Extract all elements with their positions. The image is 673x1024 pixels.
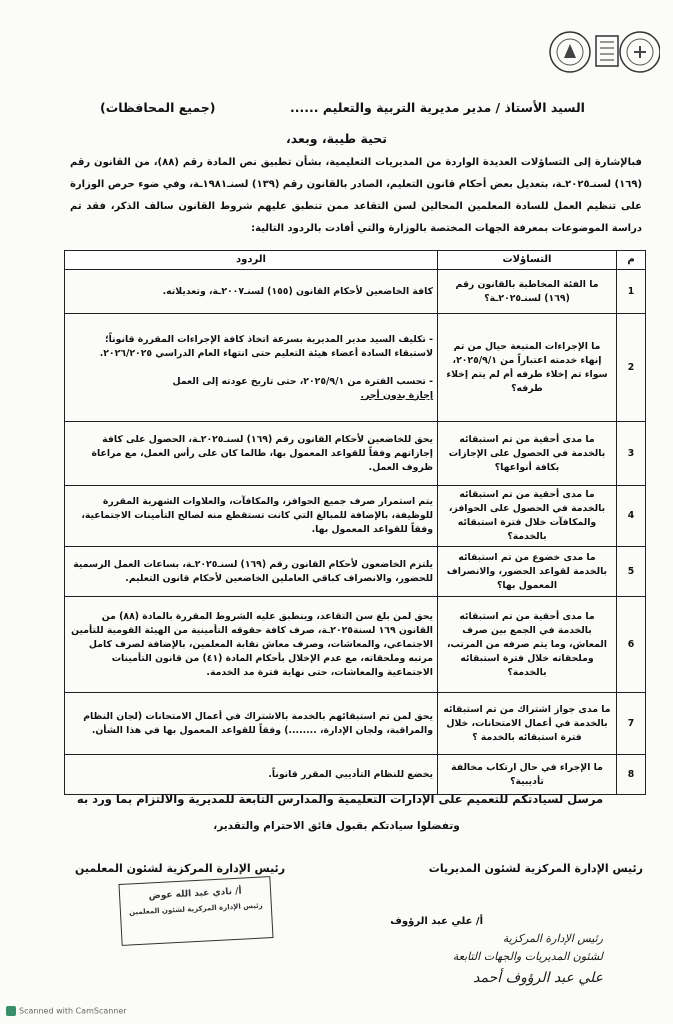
row-number: 2 (617, 314, 646, 422)
right-handwritten-name: علي عبد الرؤوف أحمد (473, 970, 603, 986)
row-answer-part: - تكليف السيد مدير المديرية بسرعة اتخاذ كافة الإجراءات المقررة قانوناً؛ لاستبقاء السادة أعضاء هيئة التعليم حتى انتهاء العام الدراسي ٢٠٢٦/٢٠٢٥. (99, 333, 433, 359)
row-answer: يحق للخاضعين لأحكام القانون رقم (١٦٩) لسنـ٢٠٢٥ـة، الحصول على كافة إجازاتهم وفقاً للقواعد المعمول بها، طالما كان على رأس العمل، مع مراعاة ظروف العمل. (65, 422, 438, 486)
row-answer: يخضع للنظام التأديبي المقرر قانوناً. (65, 755, 438, 795)
addressee-line: السيد الأستاذ / مدير مديرية التربية والتعليم ...... (290, 100, 585, 115)
row-answer: يتم استمرار صرف جميع الحوافز، والمكافآت، والعلاوات الشهرية المقررة للوظيفة، بالإضافة للمبالغ التي كانت تستقطع منه لصالح التأمينات الاجتماعية، وفقاً للقواعد المعمول بها. (65, 486, 438, 547)
intro-paragraph: فبالإشارة إلى التساؤلات العديدة الواردة من المديريات التعليمية، بشأن تطبيق نص المادة رقم (٨٨)، من القانون رقم (١٦٩) لسنـ٢٠٢٥ـة، بتعديل بعض أحكام قانون التعليم، الصادر بالقانون رقم (١٣٩) لسنـ١٩٨١ـة، وفي ضوء حرص الوزارة على تنظيم العمل للسادة المعلمين المحالين لسن التقاعد ممن تنطبق عليهم شروط القانون سالف الذكر، فقد تم دراسة الموضوعات بمعرفة الجهات المختصة بالوزارة والتي أفادت بالردود التالية: (70, 157, 643, 234)
row-question: ما مدى أحقية من تم استبقائه بالخدمة في الحصول على الإجازات بكافة أنواعها؟ (438, 422, 617, 486)
header-question: التساؤلات (438, 251, 617, 270)
row-number: 7 (617, 693, 646, 755)
table-row (65, 547, 646, 597)
table-row (65, 597, 646, 693)
row-answer: كافة الخاضعين لأحكام القانون (١٥٥) لسنـ٢٠٠٧ـة، وتعديلاته. (65, 270, 438, 314)
row-question: ما مدى أحقية من تم استبقائه بالخدمة في الجمع بين صرف المعاش، وما يتم صرفه من المرتب، وملحقاته خلال فترة استبقائه بالخدمة؟ (438, 597, 617, 693)
left-signatory-title: رئيس الإدارة المركزية لشئون المعلمين (75, 862, 286, 875)
row-question: ما الإجراء في حال ارتكاب مخالفة تأديبية؟ (438, 755, 617, 795)
row-question: ما الإجراءات المتبعة حيال من تم إنهاء خدمته اعتباراً من ٢٠٢٥/٩/١، سواء تم إخلاء طرفه أم لم يتم إخلاء طرفه؟ (438, 314, 617, 422)
row-answer: يحق لمن تم استبقائهم بالخدمة بالاشتراك في أعمال الامتحانات (لجان النظام والمراقبة، ولجان الإدارة، ........) وفقاً للقواعد المعمول بها في هذا الشأن. (65, 693, 438, 755)
row-answer (65, 314, 438, 422)
right-stamp-line: رئيس الإدارة المركزية (502, 932, 603, 945)
header-answer: الردود (65, 251, 438, 270)
row-question: ما مدى جواز اشتراك من تم استبقائه بالخدمة في أعمال الامتحانات، خلال فترة استبقائه بالخدمة ؟ (438, 693, 617, 755)
row-number: 3 (617, 422, 646, 486)
table-row (65, 755, 646, 795)
ministry-logo (548, 22, 660, 92)
table-row (65, 270, 646, 314)
row-question: ما مدى خضوع من تم استبقائه بالخدمة لقواعد الحضور، والانصراف المعمول بها؟ (438, 547, 617, 597)
greeting: تحية طيبة، وبعد، (286, 131, 387, 146)
table-row (65, 486, 646, 547)
distribution-note: مرسل لسيادتكم للتعميم على الإدارات التعليمية والمدارس التابعة للمديرية والالتزام بما ورد به (76, 792, 604, 806)
governorates-label: (جميع المحافظات) (100, 100, 216, 115)
row-answer: يحق لمن بلغ سن التقاعد، وينطبق عليه الشروط المقررة بالمادة (٨٨) من القانون ١٦٩ لسنة٢٠٢٥ـة، صرف كافة حقوقه التأمينية من الهيئة القومية للتأمين الاجتماعي، والمعاشات، وصرف معاش نقابة المعلمين، بالإضافة لصرف كامل مرتبه وملحقاته، مع عدم الإخلال بأحكام المادة (٤١) من قانون التأمينات الاجتماعية والمعاشات، حتى نهاية فترة مد الخدمة. (65, 597, 438, 693)
row-answer: يلتزم الخاضعون لأحكام القانون رقم (١٦٩) لسنـ٢٠٢٥ـة، بساعات العمل الرسمية للحضور، والانصراف كباقي العاملين الخاضعين لأحكام قانون التعليم. (65, 547, 438, 597)
table-header-row (65, 251, 646, 270)
table-row (65, 314, 646, 422)
right-signatory-name: أ/ علي عبد الرؤوف (390, 916, 483, 927)
questions-table (64, 250, 646, 795)
row-question: ما مدى أحقية من تم استبقائه بالخدمة في الحصول على الحوافز، والمكافآت خلال فترة استبقائه بالخدمة؟ (438, 486, 617, 547)
row-number: 4 (617, 486, 646, 547)
row-answer-part: - تحسب الفترة من ٢٠٢٥/٩/١، حتى تاريخ عودته إلى العمل (172, 375, 433, 387)
camscanner-icon (6, 1006, 16, 1016)
row-answer-part: إجازة بدون أجر. (360, 389, 433, 401)
right-stamp-line: لشئون المديريات والجهات التابعة (452, 950, 603, 963)
header-num: م (617, 251, 646, 270)
table-row (65, 422, 646, 486)
scanner-watermark (6, 1006, 127, 1016)
right-signatory-title: رئيس الإدارة المركزية لشئون المديريات (428, 862, 643, 875)
row-number: 5 (617, 547, 646, 597)
row-number: 1 (617, 270, 646, 314)
row-number: 6 (617, 597, 646, 693)
closing-line: وتفضلوا سيادتكم بقبول فائق الاحترام والتقدير، (213, 820, 460, 832)
left-stamp-title: رئيس الإدارة المركزية لشئون المعلمين (128, 901, 263, 917)
left-signature-stamp (118, 876, 273, 946)
left-stamp-name: أ/ نادي عبد الله عوض (148, 886, 242, 902)
scanner-text: Scanned with CamScanner (19, 1006, 127, 1016)
row-number: 8 (617, 755, 646, 795)
table-row (65, 693, 646, 755)
row-question: ما الفئة المخاطبة بالقانون رقم (١٦٩) لسنـ٢٠٢٥ـة؟ (438, 270, 617, 314)
